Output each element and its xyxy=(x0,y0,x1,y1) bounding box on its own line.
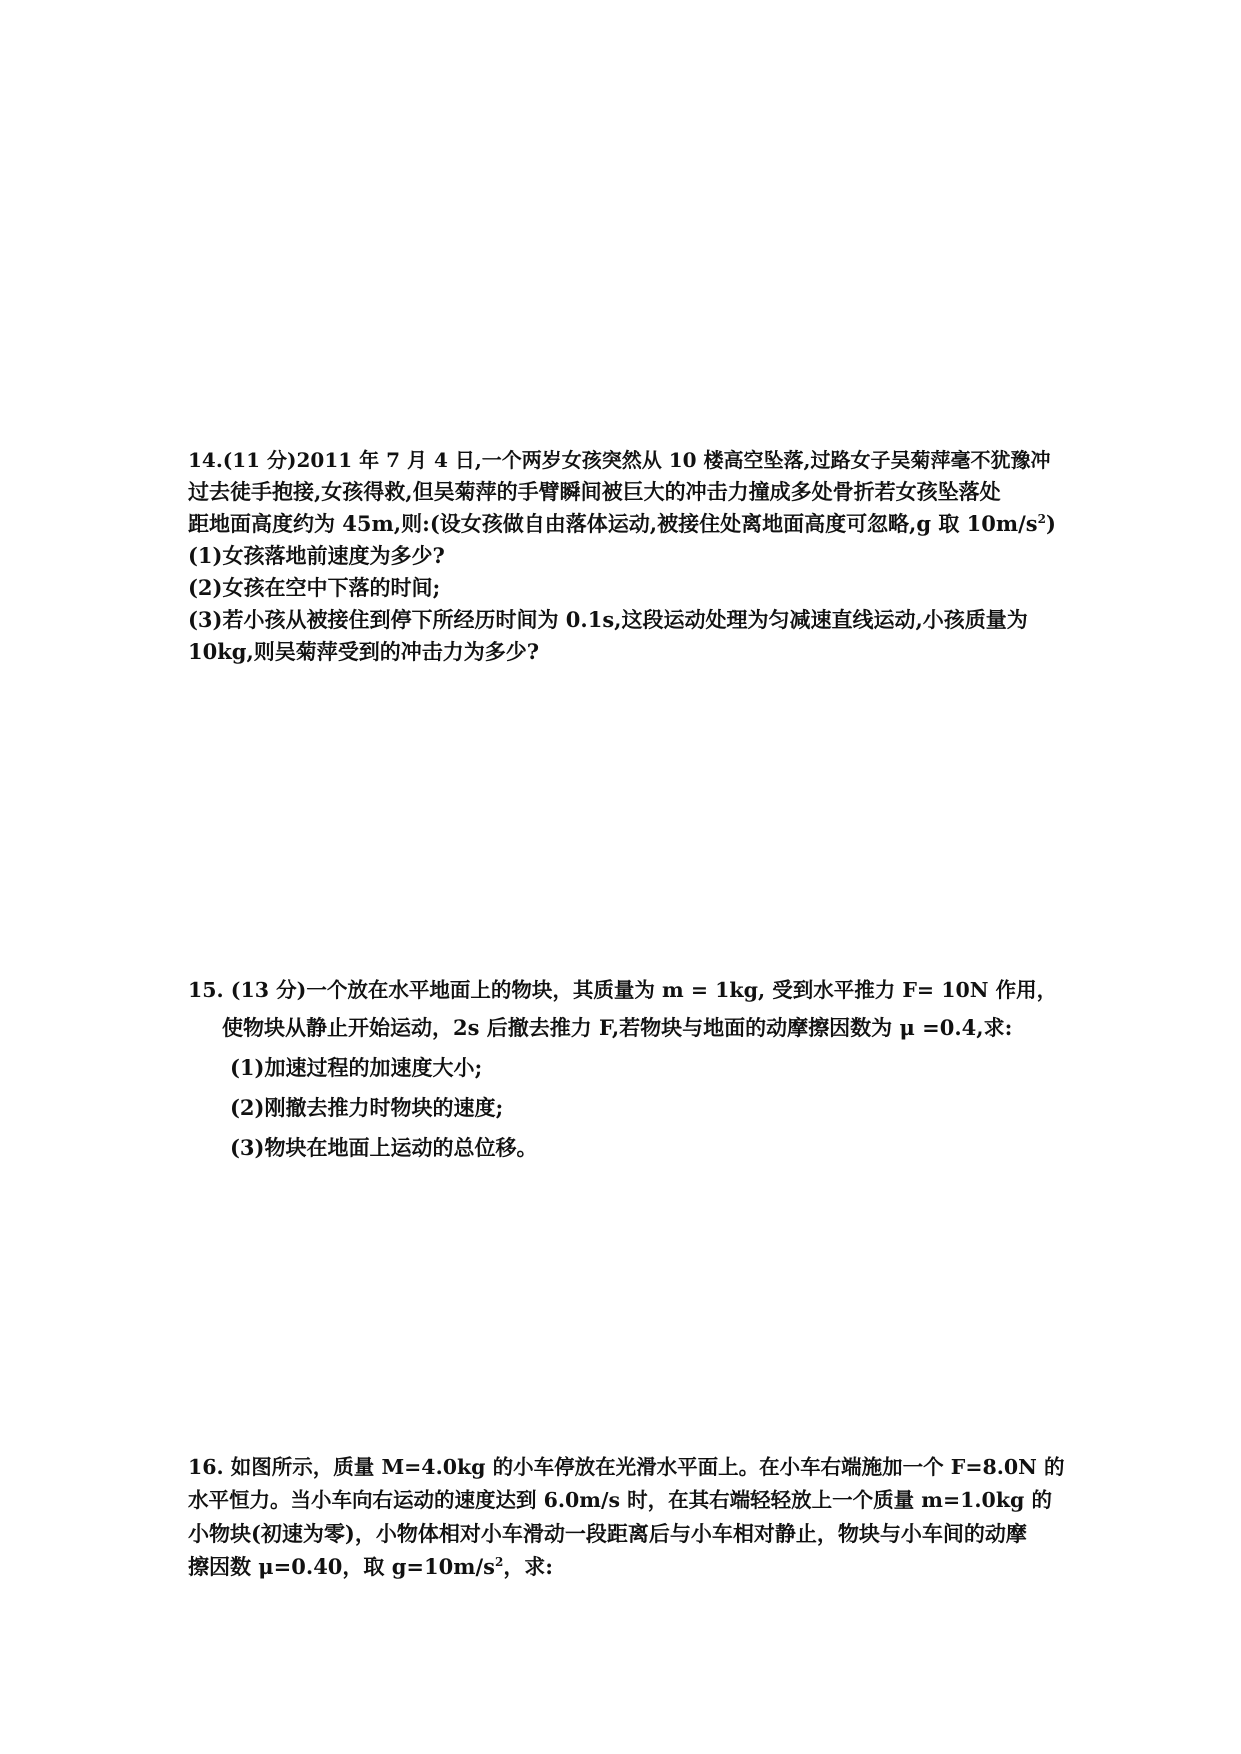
question-15 xyxy=(188,974,1068,1164)
q14-line xyxy=(188,508,1068,540)
q15-line: 15. (13 分)一个放在水平地面上的物块，其质量为 m = 1kg, 受到水平推力 F= 10N 作用， xyxy=(188,978,1058,1002)
question-14 xyxy=(188,444,1068,668)
q14-line: 10kg,则吴菊萍受到的冲击力为多少? xyxy=(188,639,540,664)
q16-line: 16. 如图所示，质量 M=4.0kg 的小车停放在光滑水平面上。在小车右端施加一个 F=8.0N 的 xyxy=(188,1455,1065,1479)
q16-line: 小物块(初速为零)，小物体相对小车滑动一段距离后与小车相对静止，物块与小车间的动摩 xyxy=(188,1521,1027,1546)
q16-line-tail: ，求: xyxy=(503,1554,554,1579)
q15-sub-question: (2)刚撤去推力时物块的速度; xyxy=(230,1095,504,1120)
q14-sub-question: (2)女孩在空中下落的时间; xyxy=(188,575,441,600)
superscript: 2 xyxy=(494,1555,504,1569)
q15-line: 使物块从静止开始运动，2s 后撤去推力 F,若物块与地面的动摩擦因数为 μ =0.4,求: xyxy=(222,1015,1013,1040)
q14-line: 14.(11 分)2011 年 7 月 4 日,一个两岁女孩突然从 10 楼高空坠落,过路女子吴菊萍毫不犹豫冲 xyxy=(188,448,1051,472)
superscript: 2 xyxy=(1037,512,1046,526)
q14-line-close: ) xyxy=(1045,511,1056,536)
q14-line: 过去徒手抱接,女孩得救,但吴菊萍的手臂瞬间被巨大的冲击力撞成多处骨折若女孩坠落处 xyxy=(188,479,1001,504)
q16-line-text: 擦因数 μ=0.40，取 g=10m/s xyxy=(188,1554,495,1579)
q16-line xyxy=(188,1550,1068,1583)
q15-sub-question: (1)加速过程的加速度大小; xyxy=(230,1055,483,1080)
q14-sub-question: (3)若小孩从被接住到停下所经历时间为 0.1s,这段运动处理为匀减速直线运动,小孩质量为 xyxy=(188,607,1028,632)
q15-sub-question: (3)物块在地面上运动的总位移。 xyxy=(230,1135,538,1160)
q14-line-text: 距地面高度约为 45m,则:(设女孩做自由落体运动,被接住处离地面高度可忽略,g 取 10m/s xyxy=(188,511,1038,536)
q16-line: 水平恒力。当小车向右运动的速度达到 6.0m/s 时，在其右端轻轻放上一个质量 m=1.0kg 的 xyxy=(188,1488,1053,1512)
question-16 xyxy=(188,1451,1068,1583)
q14-sub-question: (1)女孩落地前速度为多少? xyxy=(188,543,445,568)
